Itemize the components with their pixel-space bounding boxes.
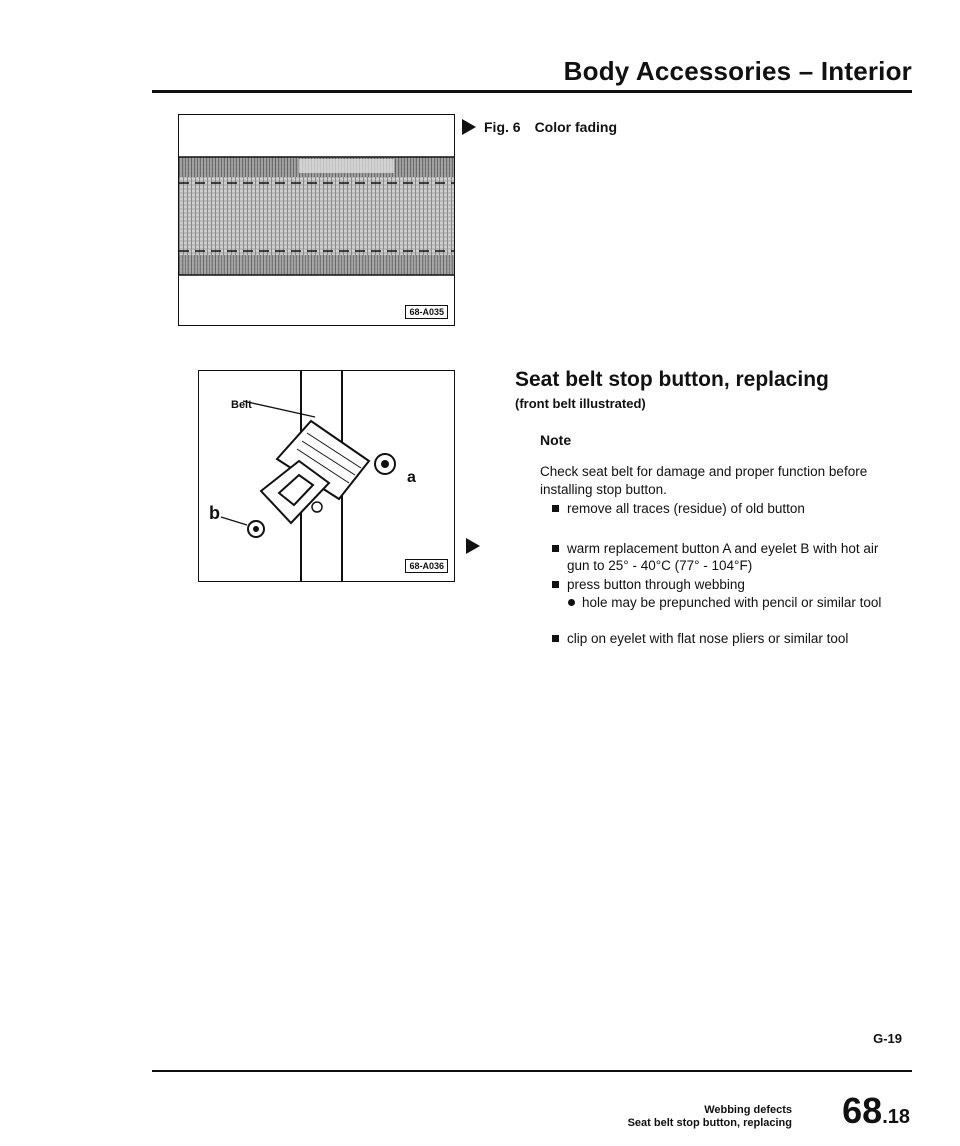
label-b: b <box>209 503 220 523</box>
header-rule <box>152 90 912 93</box>
square-bullet-icon <box>552 505 559 512</box>
section-number: 68 <box>842 1090 883 1131</box>
list-item: press button through webbing <box>567 576 887 593</box>
square-bullet-icon <box>552 635 559 642</box>
list-item: warm replacement button A and eyelet B with hot air gun to 25° - 40°C (77° - 104°F) <box>567 540 887 574</box>
note-heading: Note <box>540 432 572 448</box>
round-bullet-icon <box>568 599 575 606</box>
footer-topics <box>628 1104 792 1130</box>
list-item: hole may be prepunched with pencil or similar tool <box>582 594 882 611</box>
figure-title: Color fading <box>534 119 617 135</box>
figure-caption <box>462 119 617 135</box>
list-item: clip on eyelet with flat nose pliers or similar tool <box>567 630 887 647</box>
footer-rule <box>152 1070 912 1072</box>
arrow-right-icon <box>466 538 480 554</box>
label-a: a <box>407 469 416 486</box>
note-text: Check seat belt for damage and proper function before installing stop button. <box>540 464 868 497</box>
list-item: remove all traces (residue) of old button <box>567 500 887 517</box>
page-title: Body Accessories – Interior <box>563 56 912 86</box>
figure-stop-button <box>198 370 455 582</box>
page-suffix: .18 <box>882 1106 910 1128</box>
page-reference: G-19 <box>873 1031 902 1046</box>
webbing-illustration <box>179 115 454 325</box>
label-belt: Belt <box>231 399 252 411</box>
square-bullet-icon <box>552 545 559 552</box>
square-bullet-icon <box>552 581 559 588</box>
page-number <box>842 1090 910 1132</box>
section-title: Seat belt stop button, replacing <box>515 368 829 391</box>
footer-line-1: Webbing defects <box>704 1104 792 1116</box>
figure-color-fading <box>178 114 455 326</box>
section-subtitle: (front belt illustrated) <box>515 396 646 411</box>
figure-tag: 68-A036 <box>405 559 448 573</box>
arrow-right-icon <box>462 119 476 135</box>
figure-tag: 68-A035 <box>405 305 448 319</box>
figure-number: Fig. 6 <box>484 119 521 135</box>
footer-line-2: Seat belt stop button, replacing <box>627 1117 792 1129</box>
